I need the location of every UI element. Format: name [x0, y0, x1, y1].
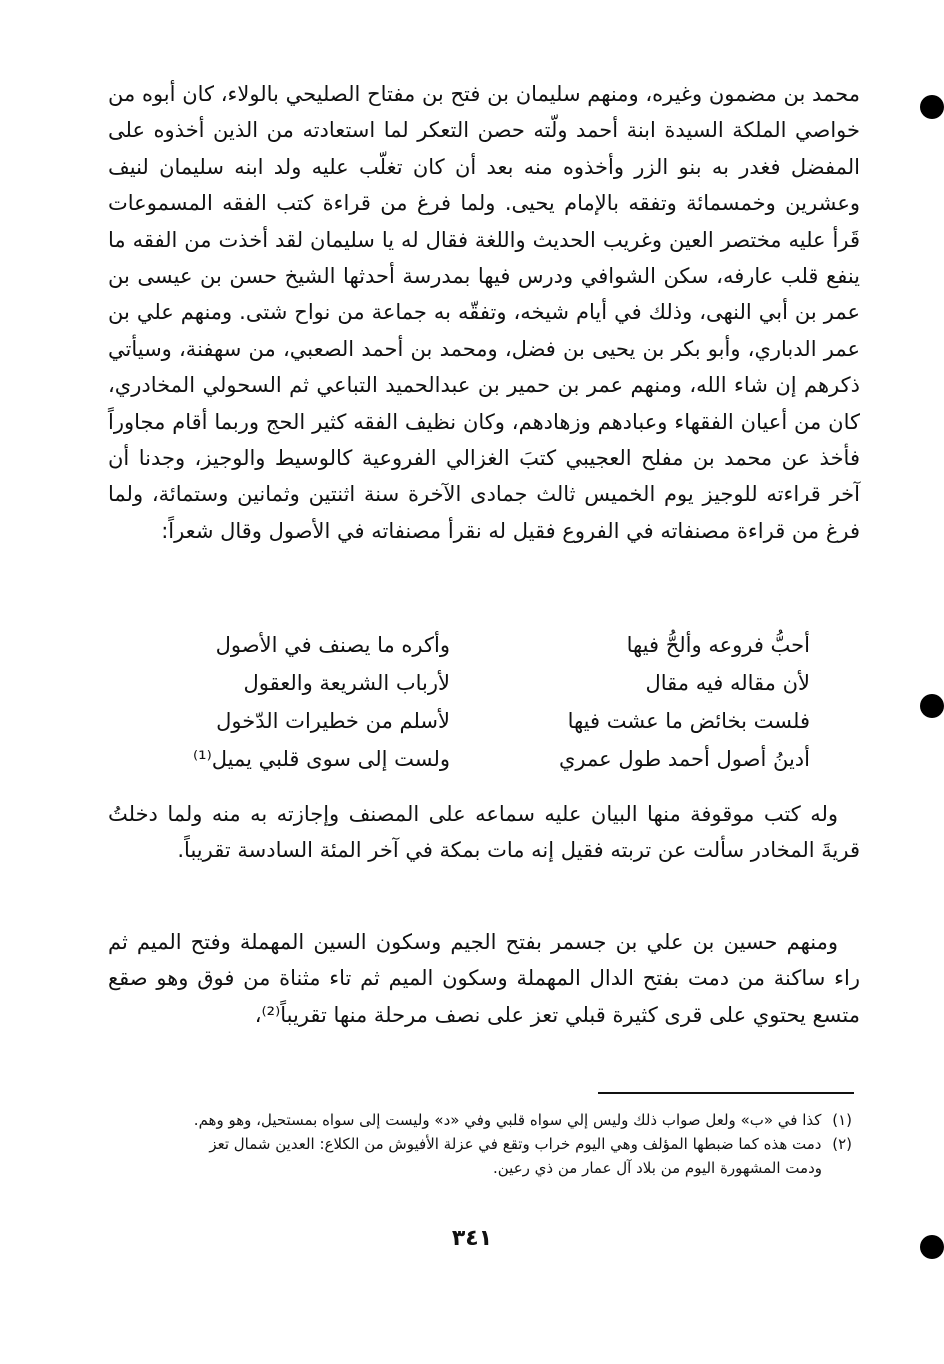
poem-hemistich-second: وأكره ما يصنف في الأصول — [215, 633, 450, 657]
footnote — [70, 1108, 852, 1132]
poem-verse — [160, 740, 810, 778]
footnote-continuation: ودمت المشهورة اليوم من بلاد آل عمار من ذي رعين. — [493, 1159, 822, 1177]
footnote-divider — [598, 1092, 854, 1094]
page-number: ٣٤١ — [451, 1226, 493, 1251]
binding-hole-bottom — [920, 1235, 944, 1259]
footnote-text: دمت هذه كما ضبطها المؤلف وهي اليوم خراب وتقع في عزلة الأفيوش من الكلاع: العدين شمال تعز — [209, 1135, 822, 1153]
poem-hemistich-second: لأسلم من خطيرات الدّخول — [216, 709, 450, 733]
footnote-number: (٢) — [832, 1135, 852, 1153]
closing-text-block — [108, 796, 860, 869]
footnotes — [70, 1108, 852, 1180]
poem-hemistich-second: ولست إلى سوى قلبي يميل⁽¹⁾ — [192, 747, 450, 771]
poem-verse — [160, 626, 810, 664]
binding-hole-top — [920, 95, 944, 119]
footnote-text: كذا في «ب» ولعل صواب ذلك وليس إلي سواه قلبي وفي «د» وليست إلى سواه بمستحيل، وهو وهم. — [193, 1111, 822, 1129]
closing-paragraph: وله كتب موقوفة منها البيان عليه سماعه على المصنف وإجازته به منه ولما دخلتُ قريةَ المخادر سألت عن تربته فقيل إنه مات بمكة في آخر المئة السادسة تقريباً. — [108, 802, 860, 863]
poem-hemistich-first: لأن مقاله فيه مقال — [645, 671, 810, 695]
next-entry-paragraph: ومنهم حسين بن علي بن جسمر بفتح الجيم وسكون السين المهملة وفتح الميم ثم راء ساكنة من دمت بفتح الدال المهملة وسكون الميم ثم تاء مثناة من فوق وهو صقع متسع يحتوي على قرى كثيرة قبلي تعز على نصف مرحلة منها تقريباً⁽²⁾، — [108, 930, 860, 1027]
footnote-number: (١) — [832, 1111, 852, 1129]
poem-hemistich-second: لأرباب الشريعة والعقول — [243, 671, 450, 695]
poem — [160, 626, 810, 778]
main-text-block — [108, 76, 860, 549]
main-paragraph: محمد بن مضمون وغيره، ومنهم سليمان بن فتح بن مفتاح الصليحي بالولاء، كان أبوه من خواصي الملكة السيدة ابنة أحمد ولّته حصن التعكر لما استعادته من الذين أخذوه على المفضل فغدر به بنو الزر وأخذوه منه بعد أن كان تغلّب عليه ولد ابنه سليمان لنيف وعشرين وخمسمائة وتفقه بالإمام يحيى. ولما فرغ من قراءة كتب الفقه المسموعات قَرأ عليه مختصر العين وغريب الحديث واللغة فقال له يا سليمان لقد أخذت من الفقه ما ينفع قلب عارفه، سكن الشوافي ودرس فيها بمدرسة أحدثها الشيخ حسن بن عيسى بن عمر بن أبي النهى، وذلك في أيام شيخه، وتفقّه به جماعة من نواح شتى. ومنهم علي بن عمر الدباري، وأبو بكر بن يحيى بن فضل، ومحمد بن أحمد الصعبي، من سهفنة، وسيأتي ذكرهم إن شاء الله، ومنهم عمر بن حمير بن عبدالحميد التباعي ثم السحولي المخادري، كان من أعيان الفقهاء وعبادهم وزهادهم، وكان نظيف الفقه كثير الحج وربما أقام مجاوراً فأخذ عن محمد بن مفلح العجيبي كتبَ الغزالي الفروعية كالوسيط والوجيز، وجدنا أن آخر قراءته للوجيز يوم الخميس ثالث جمادى الآخرة سنة اثنتين وثمانين وستمائة، ولما فرغ من قراءة مصنفاته في الفروع فقيل له نقرأ مصنفاته في الأصول وقال شعراً: — [108, 82, 860, 543]
poem-hemistich-first: أدينُ أصول أحمد طول عمري — [559, 747, 810, 771]
poem-verse — [160, 664, 810, 702]
poem-hemistich-first: أحبُّ فروعه وألحُّ فيها — [626, 633, 810, 657]
poem-verse — [160, 702, 810, 740]
footnote — [70, 1132, 852, 1180]
binding-hole-middle — [920, 694, 944, 718]
next-entry-text-block — [108, 924, 860, 1033]
poem-hemistich-first: فلست بخائض ما عشت فيها — [567, 709, 810, 733]
